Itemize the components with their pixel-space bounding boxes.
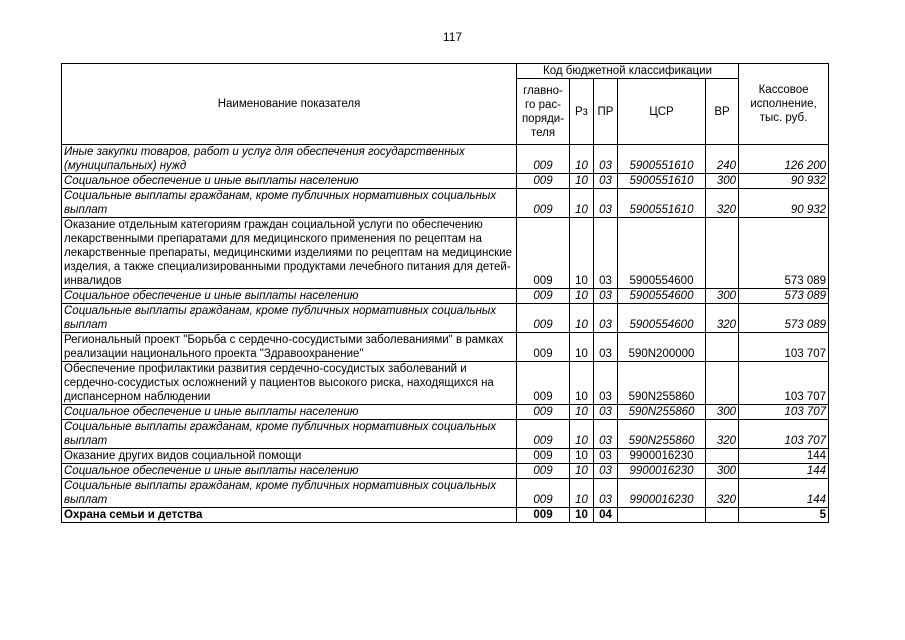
header-grbs: главно-го рас-поряди-теля xyxy=(517,79,570,145)
row-grbs: 009 xyxy=(517,479,570,508)
row-pr: 03 xyxy=(594,289,618,304)
row-csr: 5900551610 xyxy=(618,174,706,189)
row-name: Социальное обеспечение и иные выплаты населению xyxy=(62,174,517,189)
row-pr: 03 xyxy=(594,304,618,333)
row-grbs: 009 xyxy=(517,420,570,449)
row-name: Социальное обеспечение и иные выплаты населению xyxy=(62,289,517,304)
row-rz: 10 xyxy=(570,420,594,449)
row-amount: 103 707 xyxy=(739,420,829,449)
table-row xyxy=(62,362,829,405)
row-vr xyxy=(706,333,739,362)
table-row xyxy=(62,405,829,420)
row-pr: 03 xyxy=(594,479,618,508)
row-amount: 573 089 xyxy=(739,304,829,333)
header-rz: Рз xyxy=(570,79,594,145)
row-grbs: 009 xyxy=(517,508,570,523)
row-vr: 240 xyxy=(706,145,739,174)
row-name: Социальное обеспечение и иные выплаты населению xyxy=(62,405,517,420)
row-vr: 300 xyxy=(706,464,739,479)
row-csr: 5900551610 xyxy=(618,189,706,218)
row-rz: 10 xyxy=(570,362,594,405)
row-name: Социальные выплаты гражданам, кроме публичных нормативных социальных выплат xyxy=(62,420,517,449)
header-pr: ПР xyxy=(594,79,618,145)
row-pr: 03 xyxy=(594,189,618,218)
row-csr: 9900016230 xyxy=(618,449,706,464)
row-rz: 10 xyxy=(570,289,594,304)
row-csr: 590N255860 xyxy=(618,362,706,405)
row-rz: 10 xyxy=(570,508,594,523)
row-amount: 573 089 xyxy=(739,218,829,289)
row-amount: 5 xyxy=(739,508,829,523)
row-grbs: 009 xyxy=(517,464,570,479)
row-rz: 10 xyxy=(570,218,594,289)
row-amount: 126 200 xyxy=(739,145,829,174)
row-name: Обеспечение профилактики развития сердечно-сосудистых заболеваний и сердечно-сосудистых осложнений у пациентов высокого риска, находящихся на диспансерном наблюдении xyxy=(62,362,517,405)
row-vr: 320 xyxy=(706,420,739,449)
row-amount: 573 089 xyxy=(739,289,829,304)
row-pr: 03 xyxy=(594,145,618,174)
row-grbs: 009 xyxy=(517,145,570,174)
row-rz: 10 xyxy=(570,189,594,218)
row-rz: 10 xyxy=(570,449,594,464)
row-pr: 03 xyxy=(594,174,618,189)
table-row xyxy=(62,304,829,333)
row-rz: 10 xyxy=(570,304,594,333)
row-grbs: 009 xyxy=(517,362,570,405)
row-pr: 03 xyxy=(594,420,618,449)
row-csr: 9900016230 xyxy=(618,479,706,508)
header-code-group: Код бюджетной классификации xyxy=(517,64,739,79)
row-grbs: 009 xyxy=(517,449,570,464)
row-pr: 03 xyxy=(594,449,618,464)
row-csr xyxy=(618,508,706,523)
row-csr: 590N200000 xyxy=(618,333,706,362)
table-row xyxy=(62,145,829,174)
row-vr xyxy=(706,508,739,523)
table-row xyxy=(62,174,829,189)
row-rz: 10 xyxy=(570,464,594,479)
row-name: Социальное обеспечение и иные выплаты населению xyxy=(62,464,517,479)
row-amount: 144 xyxy=(739,479,829,508)
row-csr: 5900554600 xyxy=(618,289,706,304)
row-name: Социальные выплаты гражданам, кроме публичных нормативных социальных выплат xyxy=(62,479,517,508)
row-vr: 300 xyxy=(706,289,739,304)
row-amount: 144 xyxy=(739,449,829,464)
row-pr: 03 xyxy=(594,464,618,479)
table-row xyxy=(62,464,829,479)
row-amount: 103 707 xyxy=(739,405,829,420)
table-row xyxy=(62,449,829,464)
budget-table xyxy=(61,63,829,523)
row-name: Охрана семьи и детства xyxy=(62,508,517,523)
row-vr xyxy=(706,362,739,405)
row-amount: 103 707 xyxy=(739,333,829,362)
row-name: Оказание других видов социальной помощи xyxy=(62,449,517,464)
page-number: 117 xyxy=(442,30,463,44)
row-pr: 04 xyxy=(594,508,618,523)
row-amount: 144 xyxy=(739,464,829,479)
row-name: Оказание отдельным категориям граждан социальной услуги по обеспечению лекарственными препаратами для медицинского применения по рецептам на лекарственные препараты, медицинскими изделиями по рецептам на медицинские изделия, а также специализированными продуктами лечебного питания для детей-инвалидов xyxy=(62,218,517,289)
row-pr: 03 xyxy=(594,405,618,420)
row-vr xyxy=(706,218,739,289)
header-name: Наименование показателя xyxy=(62,64,517,145)
row-pr: 03 xyxy=(594,362,618,405)
table-row xyxy=(62,218,829,289)
row-name: Социальные выплаты гражданам, кроме публичных нормативных социальных выплат xyxy=(62,189,517,218)
table-body xyxy=(62,145,829,523)
row-grbs: 009 xyxy=(517,218,570,289)
table-row xyxy=(62,420,829,449)
row-amount: 90 932 xyxy=(739,189,829,218)
table-row xyxy=(62,189,829,218)
row-rz: 10 xyxy=(570,333,594,362)
row-grbs: 009 xyxy=(517,174,570,189)
row-amount: 103 707 xyxy=(739,362,829,405)
row-rz: 10 xyxy=(570,145,594,174)
row-grbs: 009 xyxy=(517,333,570,362)
table-row xyxy=(62,333,829,362)
row-name: Социальные выплаты гражданам, кроме публичных нормативных социальных выплат xyxy=(62,304,517,333)
row-vr: 300 xyxy=(706,405,739,420)
row-grbs: 009 xyxy=(517,405,570,420)
row-csr: 590N255860 xyxy=(618,405,706,420)
header-amount: Кассовое исполнение, тыс. руб. xyxy=(739,64,829,145)
row-grbs: 009 xyxy=(517,189,570,218)
row-vr: 320 xyxy=(706,189,739,218)
header-vr: ВР xyxy=(706,79,739,145)
row-grbs: 009 xyxy=(517,289,570,304)
row-rz: 10 xyxy=(570,174,594,189)
row-pr: 03 xyxy=(594,218,618,289)
row-vr: 320 xyxy=(706,479,739,508)
row-csr: 5900554600 xyxy=(618,304,706,333)
row-vr: 320 xyxy=(706,304,739,333)
row-csr: 9900016230 xyxy=(618,464,706,479)
row-rz: 10 xyxy=(570,479,594,508)
row-csr: 5900554600 xyxy=(618,218,706,289)
row-csr: 5900551610 xyxy=(618,145,706,174)
row-rz: 10 xyxy=(570,405,594,420)
table-row xyxy=(62,479,829,508)
row-amount: 90 932 xyxy=(739,174,829,189)
row-name: Иные закупки товаров, работ и услуг для обеспечения государственных (муниципальных) нужд xyxy=(62,145,517,174)
row-pr: 03 xyxy=(594,333,618,362)
table-row xyxy=(62,289,829,304)
header-csr: ЦСР xyxy=(618,79,706,145)
row-grbs: 009 xyxy=(517,304,570,333)
row-csr: 590N255860 xyxy=(618,420,706,449)
table-row xyxy=(62,508,829,523)
row-name: Региональный проект "Борьба с сердечно-сосудистыми заболеваниями" в рамках реализации национального проекта "Здравоохранение" xyxy=(62,333,517,362)
row-vr: 300 xyxy=(706,174,739,189)
row-vr xyxy=(706,449,739,464)
